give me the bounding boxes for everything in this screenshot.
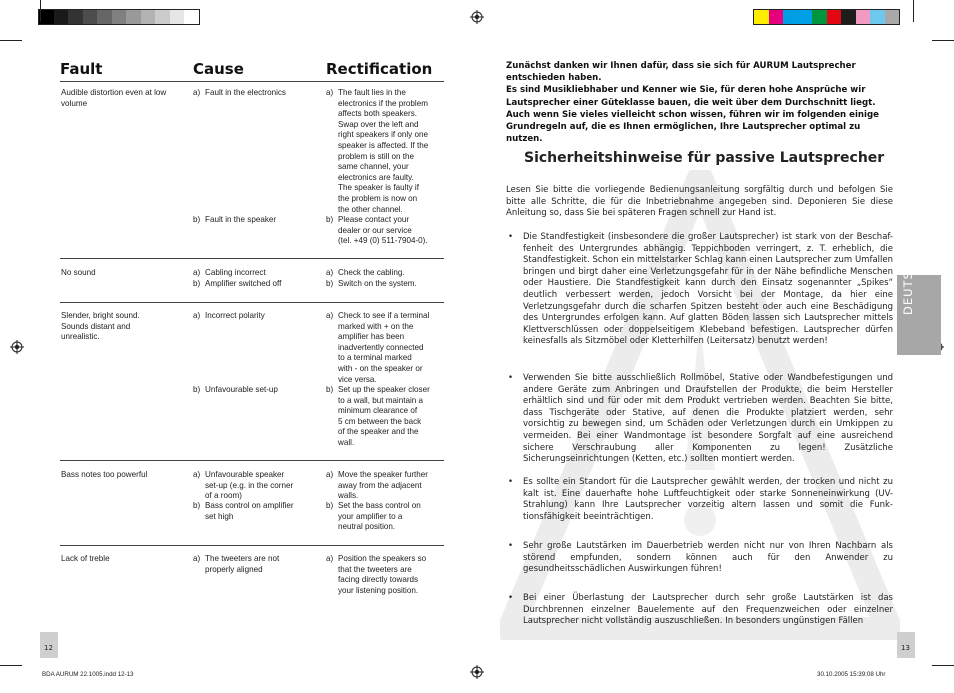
- color-swatch: [885, 10, 900, 24]
- fault-cell: Slender, bright sound. Sounds distant and unrealistic.: [61, 311, 140, 342]
- page-number: 13: [901, 644, 910, 652]
- list-item: • Sehr große Lautstärken im Dauerbetrieb werden nicht nur von Ihren Nachbarn als störend empfunden, sondern können auch für den Anwender zu gesundheitsschädlichen Auswirkungen führen!: [508, 541, 893, 575]
- bullet-icon: •: [508, 541, 514, 551]
- cause-item: b) Bass control on amplifier set high: [193, 501, 294, 521]
- language-tab-label: DEUTSCH: [901, 252, 915, 315]
- gray-swatch: [126, 10, 141, 24]
- gray-swatch: [112, 10, 127, 24]
- gray-swatch: [39, 10, 54, 24]
- registration-mark-icon: [470, 665, 484, 679]
- list-item: • Bei einer Überlastung der Lautsprecher durch sehr große Lautstärken ist das Durchbrennen einzelner Bauelemente auf den Frequenzweichen oder einzelner Lautsprecher nicht vollständig auszuschließen. In besonders ungünstigen Fällen: [508, 593, 893, 627]
- registration-mark-icon: [10, 340, 24, 354]
- rectification-item: b) Switch on the system.: [326, 279, 417, 288]
- color-swatch: [870, 10, 885, 24]
- color-swatch: [754, 10, 769, 24]
- list-item: • Die Standfestigkeit (insbesondere die großer Lautsprecher) ist stark von der Beschaf-fenheit des Untergrundes abhängig. Teppichboden verringert, z. T. erheblich, die Standfestigkeit. Schon ein mittelstarker Schlag kann einen Lautsprecher zum Umfallen bringen und birgt daher eine Verletzungsgefahr für in der Nähe befindliche Menschen oder Haustiere. Die Standfestigkeit kann durch den Einsatz sogenannter „Spikes“ deutlich verbessert werden, jedoch Vorsicht bei der Montage, da hier eine Verletzungsgefahr durch die scharfen Spitzen besteht oder auch eine Beschädigung des Untergrundes erfolgen kann. Auf glatten Böden lassen sich Lautsprecher mittels Klettverschlüssen oder doppelseitigem Klebeband befestigen. Lautsprecher dürfen keinesfalls als Sitzmöbel oder Kletterhilfen (Leitersatz) benutzt werden!: [508, 232, 893, 347]
- table-divider: [60, 81, 444, 82]
- color-swatch: [769, 10, 784, 24]
- gray-swatch: [155, 10, 170, 24]
- crop-mark: [913, 0, 914, 22]
- color-swatch: [783, 10, 798, 24]
- cause-item: a) Unfavourable speaker set-up (e.g. in the corner of a room): [193, 470, 294, 501]
- crop-mark: [932, 40, 954, 41]
- list-item: • Es sollte ein Standort für die Lautsprecher gewählt werden, der trocken und nicht zu kalt ist. Eine dauerhafte hohe Luftfeuchtigkeit oder starke Sonneneinwirkung (UV-Strahlung) kann Ihre Lautsprecher vorzeitig altern lassen und somit die Funk-tionsfähigkeit beeinträchtigen.: [508, 477, 893, 522]
- gray-swatch: [68, 10, 83, 24]
- color-swatch: [812, 10, 827, 24]
- crop-mark: [0, 665, 22, 666]
- bullet-icon: •: [508, 232, 514, 242]
- rectification-item: a) Move the speaker further away from the adjacent walls.: [326, 470, 428, 501]
- intro-text: [506, 60, 894, 145]
- gray-swatch: [184, 10, 199, 24]
- color-swatch: [841, 10, 856, 24]
- color-calibration-bar: [753, 9, 900, 25]
- color-swatch: [798, 10, 813, 24]
- color-swatch: [827, 10, 842, 24]
- column-header-rectification: Rectification: [326, 60, 433, 78]
- gray-swatch: [83, 10, 98, 24]
- rectification-item: a) Check to see if a terminal marked with + on the amplifier has been inadvertently connected to a terminal marked with - on the speaker or vice versa.: [326, 311, 430, 384]
- rectification-item: b) Set the bass control on your amplifier to a neutral position.: [326, 501, 421, 532]
- page-number: 12: [44, 644, 53, 652]
- rectification-item: a) Check the cabling.: [326, 268, 405, 277]
- gray-swatch: [170, 10, 185, 24]
- bullet-icon: •: [508, 593, 514, 603]
- bullet-icon: •: [508, 477, 514, 487]
- fault-cell: Audible distortion even at low volume: [61, 88, 167, 108]
- fault-cell: Lack of treble: [61, 554, 110, 563]
- cause-item: b) Fault in the speaker: [193, 215, 277, 224]
- intro-details: Es sind Musikliebhaber und Kenner wie Sie, für deren hohe Ansprüche wir Lautsprecher einer Güteklasse bauen, die weit über dem Durchschnitt liegt. Auch wenn Sie vieles vielleicht schon wissen, führen wir im folgenden einige Grundregeln auf, die es Ihnen ermöglichen, Ihre Lautsprecher optimal zu nutzen.: [506, 85, 879, 145]
- crop-mark: [0, 40, 22, 41]
- fault-cell: Bass notes too powerful: [61, 470, 148, 479]
- bullet-icon: •: [508, 373, 514, 383]
- cause-item: b) Amplifier switched off: [193, 279, 282, 288]
- gray-swatch: [97, 10, 112, 24]
- cause-item: a) Fault in the electronics: [193, 88, 286, 97]
- cause-item: a) The tweeters are not properly aligned: [193, 554, 280, 574]
- footer-filename: BDA AURUM 22.1005.indd 12-13: [42, 671, 134, 678]
- cause-item: a) Cabling incorrect: [193, 268, 266, 277]
- table-divider: [60, 545, 444, 546]
- list-item: • Verwenden Sie bitte ausschließlich Rollmöbel, Stative oder Wandbefestigungen und andere Geräte zum Anbringen und Draufstellen der Produkte, die beim Hersteller erhältlich sind und für oder mit dem Produkt vertrieben werden. Beachten Sie bitte, dass Tischgeräte oder Stative, auf denen die Produkte platziert werden, sehr vorsichtig zu bewegen sind, um Schäden oder Verletzungen durch ein Umkippen zu vermeiden. Bei einer Wandmontage ist besondere Sorgfalt auf eine ausreichend sichere Verschraubung aller Komponenten zu legen! Zusätzliche Sicherungseinrichtungen (Ketten, etc.) sollten montiert werden.: [508, 373, 893, 465]
- table-divider: [60, 302, 444, 303]
- color-swatch: [856, 10, 871, 24]
- table-divider: [60, 258, 444, 259]
- cause-item: a) Incorrect polarity: [193, 311, 265, 320]
- instructions-paragraph: Lesen Sie bitte die vorliegende Bedienungsanleitung sorgfältig durch und befolgen Sie bitte alle Schritte, die für die Inbetriebnahme angegeben sind. Deponieren Sie diese Anleitung so, dass Sie bei späteren Fragen schnell zur Hand ist.: [506, 185, 893, 219]
- rectification-item: a) The fault lies in the electronics if the problem affects both speakers. Swap over the left and right speakers if only one speaker is affected. If the problem is still on the same channel, your electronics are faulty. The speaker is faulty if the problem is now on the other channel.: [326, 88, 429, 214]
- section-title: Sicherheitshinweise für passive Lautsprecher: [524, 150, 885, 166]
- grayscale-calibration-bar: [38, 9, 200, 25]
- language-tab: [897, 252, 941, 355]
- cause-item: b) Unfavourable set-up: [193, 385, 278, 394]
- column-header-fault: Fault: [60, 60, 103, 78]
- crop-mark: [932, 665, 954, 666]
- table-divider: [60, 460, 444, 461]
- gray-swatch: [141, 10, 156, 24]
- registration-mark-icon: [470, 10, 484, 24]
- rectification-item: b) Set up the speaker closer to a wall, but maintain a minimum clearance of 5 cm between the back of the speaker and the wall.: [326, 385, 430, 447]
- crop-mark: [40, 0, 41, 22]
- fault-cell: No sound: [61, 268, 96, 277]
- footer-date: 30.10.2005 15:39:08 Uhr: [817, 671, 886, 678]
- intro-thanks: Zunächst danken wir Ihnen dafür, dass sie sich für AURUM Lautsprecher entschieden haben.: [506, 61, 856, 84]
- rectification-item: b) Please contact your dealer or our service (tel. +49 (0) 511-7904-0).: [326, 215, 428, 246]
- column-header-cause: Cause: [193, 60, 244, 78]
- gray-swatch: [54, 10, 69, 24]
- rectification-item: a) Position the speakers so that the tweeters are facing directly towards your listening position.: [326, 554, 427, 595]
